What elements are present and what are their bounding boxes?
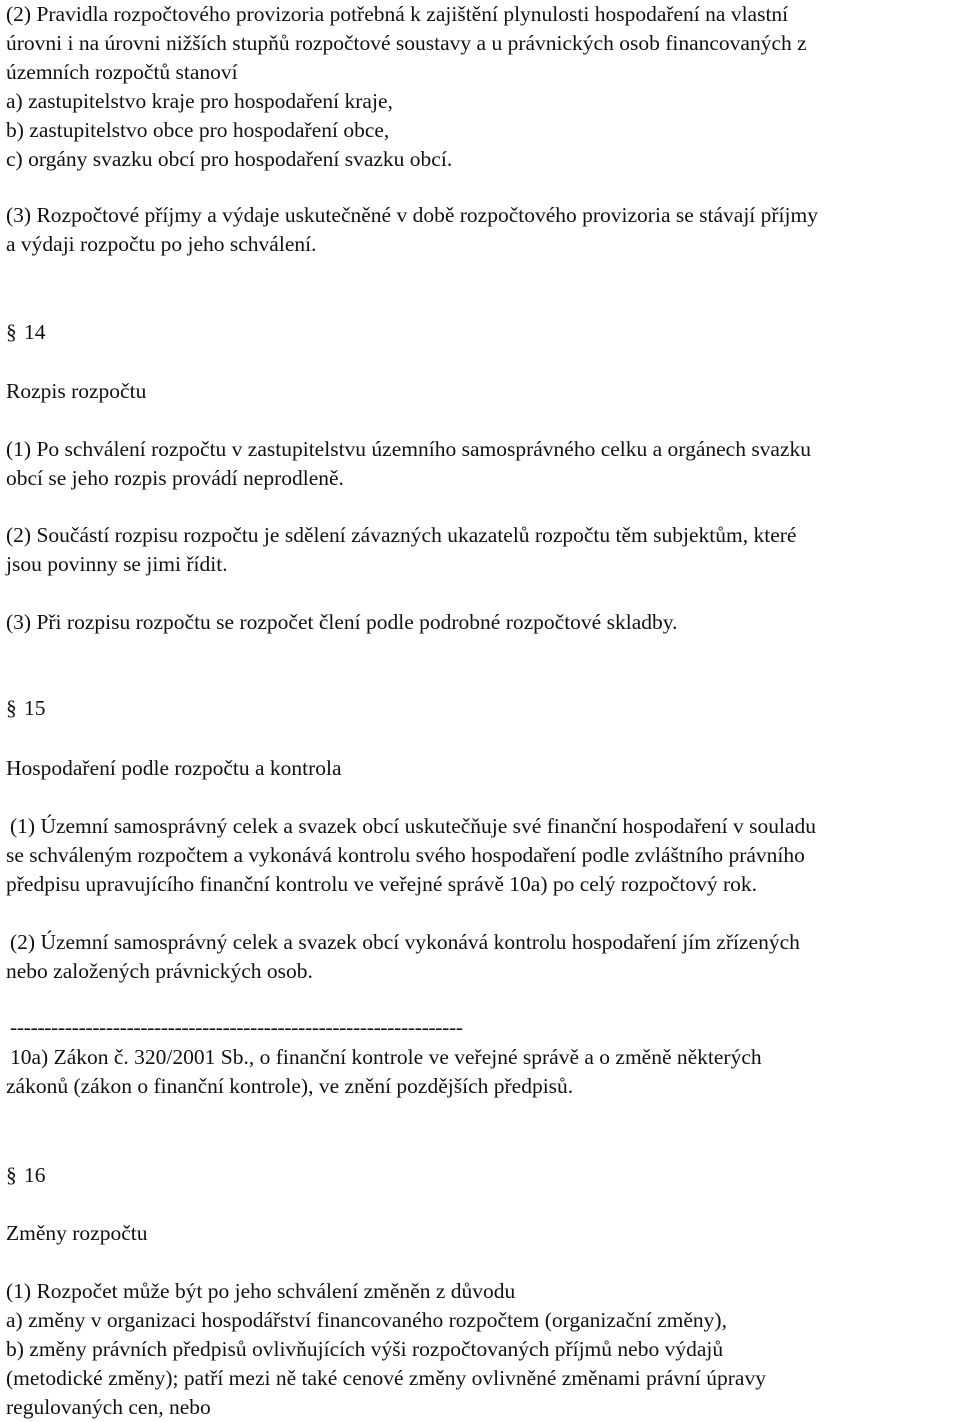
- text-line: úrovni i na úrovni nižších stupňů rozpočtové soustavy a u právnických osob financovaných z: [6, 31, 807, 55]
- section-title: Rozpis rozpočtu: [6, 379, 147, 403]
- text-line: se schváleným rozpočtem a vykonává kontrolu svého hospodaření podle zvláštního právního: [6, 843, 805, 867]
- text-line: (2) Pravidla rozpočtového provizoria potřebná k zajištění plynulosti hospodaření na vlastní: [6, 2, 789, 26]
- section-title: Změny rozpočtu: [6, 1221, 148, 1245]
- section-number: 14: [24, 320, 46, 344]
- list-item: a) změny v organizaci hospodářství financovaného rozpočtem (organizační změny),: [6, 1308, 727, 1332]
- footnote-line: zákonů (zákon o finanční kontrole), ve znění pozdějších předpisů.: [6, 1074, 574, 1098]
- text-line: předpisu upravujícího finanční kontrolu ve veřejné správě 10a) po celý rozpočtový rok.: [6, 872, 758, 896]
- footnote-line: 10a) Zákon č. 320/2001 Sb., o finanční kontrole ve veřejné správě a o změně některých: [10, 1045, 762, 1069]
- section-mark: §: [6, 1163, 17, 1187]
- list-item: b) změny právních předpisů ovlivňujících výši rozpočtovaných příjmů nebo výdajů: [6, 1337, 724, 1361]
- text-line: regulovaných cen, nebo: [6, 1395, 211, 1419]
- section-14-paragraph-3: (3) Při rozpisu rozpočtu se rozpočet člení podle podrobné rozpočtové skladby.: [6, 610, 678, 634]
- footnote-separator: ------------------------------------------------------------------: [10, 1015, 463, 1039]
- list-item: a) zastupitelstvo kraje pro hospodaření kraje,: [6, 89, 393, 113]
- list-item: b) zastupitelstvo obce pro hospodaření obce,: [6, 118, 390, 142]
- section-number: 15: [24, 696, 46, 720]
- text-line: (1) Po schválení rozpočtu v zastupitelstvu územního samosprávného celku a orgánech svazku: [6, 437, 812, 461]
- text-line: (1) Územní samosprávný celek a svazek obcí uskutečňuje své finanční hospodaření v souladu: [10, 814, 816, 838]
- section-number: 16: [24, 1163, 46, 1187]
- list-item: c) orgány svazku obcí pro hospodaření svazku obcí.: [6, 147, 453, 171]
- section-mark: §: [6, 696, 17, 720]
- text-line: nebo založených právnických osob.: [6, 959, 313, 983]
- text-line: (3) Rozpočtové příjmy a výdaje uskutečněné v době rozpočtového provizoria se stávají příjmy: [6, 203, 818, 227]
- text-line: jsou povinny se jimi řídit.: [6, 552, 228, 576]
- text-line: (2) Územní samosprávný celek a svazek obcí vykonává kontrolu hospodaření jím zřízených: [10, 930, 800, 954]
- section-mark: §: [6, 320, 17, 344]
- text-line: (1) Rozpočet může být po jeho schválení změněn z důvodu: [6, 1279, 516, 1303]
- text-line: (2) Součástí rozpisu rozpočtu je sdělení závazných ukazatelů rozpočtu těm subjektům, které: [6, 523, 797, 547]
- section-title: Hospodaření podle rozpočtu a kontrola: [6, 756, 342, 780]
- text-line: obcí se jeho rozpis provádí neprodleně.: [6, 466, 344, 490]
- text-line: a výdaji rozpočtu po jeho schválení.: [6, 232, 317, 256]
- text-line: územních rozpočtů stanoví: [6, 60, 238, 84]
- text-line: (metodické změny); patří mezi ně také cenové změny ovlivněné změnami právní úpravy: [6, 1366, 766, 1390]
